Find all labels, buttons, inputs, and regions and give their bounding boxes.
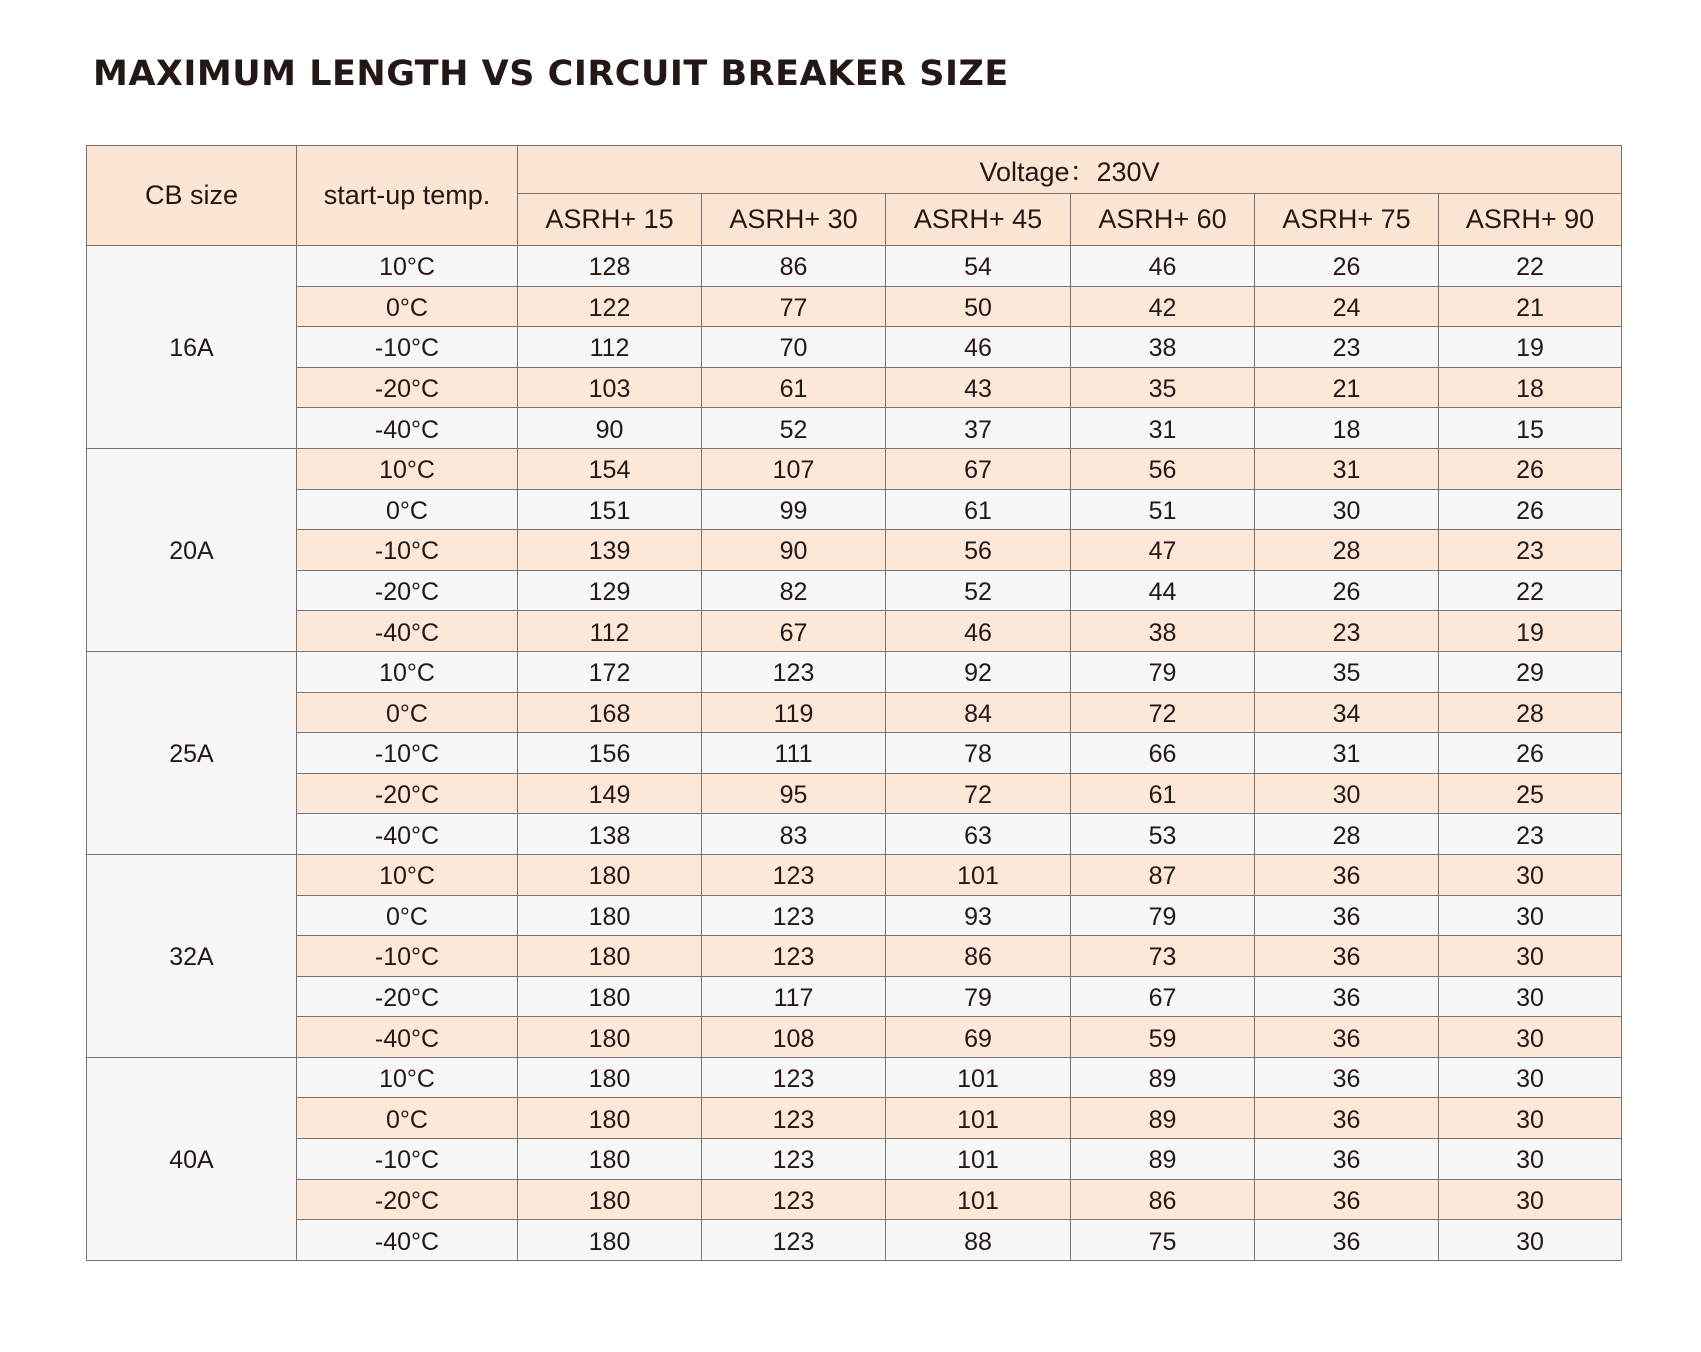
- length-cell: 50: [886, 286, 1071, 327]
- temp-cell: -10°C: [297, 1139, 518, 1180]
- table-row: [87, 733, 1622, 774]
- temp-cell: 0°C: [297, 1098, 518, 1139]
- length-cell: 73: [1071, 936, 1255, 977]
- length-cell: 67: [702, 611, 886, 652]
- temp-cell: 0°C: [297, 286, 518, 327]
- length-cell: 123: [702, 1057, 886, 1098]
- length-cell: 180: [518, 1017, 702, 1058]
- length-cell: 154: [518, 448, 702, 489]
- temp-cell: -40°C: [297, 611, 518, 652]
- length-cell: 101: [886, 1057, 1071, 1098]
- length-cell: 29: [1439, 651, 1622, 692]
- table-row: [87, 976, 1622, 1017]
- length-cell: 123: [702, 1098, 886, 1139]
- table-row: [87, 327, 1622, 368]
- table-row: [87, 246, 1622, 287]
- length-cell: 30: [1439, 1017, 1622, 1058]
- cb-size-cell: 40A: [87, 1057, 297, 1260]
- length-cell: 28: [1439, 692, 1622, 733]
- temp-cell: -10°C: [297, 327, 518, 368]
- length-cell: 56: [1071, 448, 1255, 489]
- length-cell: 75: [1071, 1220, 1255, 1261]
- length-table: [86, 145, 1622, 1261]
- temp-cell: -40°C: [297, 1220, 518, 1261]
- length-cell: 180: [518, 1098, 702, 1139]
- table-row: [87, 651, 1622, 692]
- length-cell: 61: [886, 489, 1071, 530]
- length-cell: 88: [886, 1220, 1071, 1261]
- length-cell: 123: [702, 854, 886, 895]
- length-cell: 30: [1439, 854, 1622, 895]
- length-cell: 139: [518, 530, 702, 571]
- length-cell: 123: [702, 1139, 886, 1180]
- table-header: [87, 146, 1622, 246]
- temp-cell: -20°C: [297, 570, 518, 611]
- length-cell: 84: [886, 692, 1071, 733]
- length-cell: 90: [702, 530, 886, 571]
- length-cell: 95: [702, 773, 886, 814]
- length-cell: 123: [702, 1179, 886, 1220]
- table-row: [87, 1057, 1622, 1098]
- length-cell: 36: [1255, 1098, 1439, 1139]
- length-cell: 30: [1439, 1220, 1622, 1261]
- length-cell: 66: [1071, 733, 1255, 774]
- length-cell: 67: [1071, 976, 1255, 1017]
- length-cell: 180: [518, 1057, 702, 1098]
- table-row: [87, 1179, 1622, 1220]
- length-cell: 107: [702, 448, 886, 489]
- length-cell: 26: [1439, 733, 1622, 774]
- length-cell: 101: [886, 1139, 1071, 1180]
- temp-cell: -20°C: [297, 773, 518, 814]
- length-cell: 70: [702, 327, 886, 368]
- length-cell: 28: [1255, 530, 1439, 571]
- length-cell: 46: [886, 611, 1071, 652]
- table-row: [87, 814, 1622, 855]
- temp-cell: -20°C: [297, 976, 518, 1017]
- length-cell: 36: [1255, 1179, 1439, 1220]
- table-row: [87, 408, 1622, 449]
- temp-cell: -40°C: [297, 1017, 518, 1058]
- length-cell: 83: [702, 814, 886, 855]
- length-cell: 93: [886, 895, 1071, 936]
- length-cell: 54: [886, 246, 1071, 287]
- length-cell: 47: [1071, 530, 1255, 571]
- length-cell: 26: [1255, 570, 1439, 611]
- length-cell: 36: [1255, 895, 1439, 936]
- length-cell: 89: [1071, 1098, 1255, 1139]
- length-cell: 36: [1255, 976, 1439, 1017]
- length-cell: 30: [1439, 1139, 1622, 1180]
- length-cell: 86: [1071, 1179, 1255, 1220]
- length-cell: 23: [1255, 611, 1439, 652]
- length-cell: 30: [1439, 895, 1622, 936]
- length-cell: 36: [1255, 854, 1439, 895]
- length-cell: 86: [886, 936, 1071, 977]
- length-cell: 36: [1255, 1017, 1439, 1058]
- table-row: [87, 854, 1622, 895]
- length-cell: 23: [1255, 327, 1439, 368]
- temp-cell: 10°C: [297, 1057, 518, 1098]
- length-cell: 36: [1255, 1139, 1439, 1180]
- length-cell: 180: [518, 895, 702, 936]
- length-cell: 56: [886, 530, 1071, 571]
- length-cell: 38: [1071, 611, 1255, 652]
- temp-cell: 10°C: [297, 854, 518, 895]
- length-cell: 26: [1255, 246, 1439, 287]
- length-cell: 37: [886, 408, 1071, 449]
- length-cell: 19: [1439, 327, 1622, 368]
- length-cell: 25: [1439, 773, 1622, 814]
- length-cell: 101: [886, 854, 1071, 895]
- length-cell: 30: [1255, 773, 1439, 814]
- length-cell: 43: [886, 367, 1071, 408]
- temp-cell: 0°C: [297, 895, 518, 936]
- length-cell: 180: [518, 976, 702, 1017]
- length-cell: 149: [518, 773, 702, 814]
- temp-cell: -10°C: [297, 733, 518, 774]
- cb-size-cell: 25A: [87, 651, 297, 854]
- length-cell: 52: [702, 408, 886, 449]
- table-row: [87, 530, 1622, 571]
- length-cell: 61: [1071, 773, 1255, 814]
- length-cell: 92: [886, 651, 1071, 692]
- length-cell: 89: [1071, 1057, 1255, 1098]
- length-cell: 108: [702, 1017, 886, 1058]
- length-cell: 86: [702, 246, 886, 287]
- model-header: ASRH+ 75: [1255, 194, 1439, 246]
- length-cell: 123: [702, 1220, 886, 1261]
- length-cell: 26: [1439, 489, 1622, 530]
- length-cell: 103: [518, 367, 702, 408]
- cb-size-cell: 16A: [87, 246, 297, 449]
- length-cell: 52: [886, 570, 1071, 611]
- table-row: [87, 1220, 1622, 1261]
- table-row: [87, 773, 1622, 814]
- table-row: [87, 936, 1622, 977]
- length-cell: 31: [1255, 733, 1439, 774]
- length-cell: 112: [518, 327, 702, 368]
- length-cell: 128: [518, 246, 702, 287]
- length-cell: 51: [1071, 489, 1255, 530]
- length-cell: 172: [518, 651, 702, 692]
- length-cell: 151: [518, 489, 702, 530]
- model-header: ASRH+ 60: [1071, 194, 1255, 246]
- length-cell: 30: [1255, 489, 1439, 530]
- length-cell: 123: [702, 895, 886, 936]
- temp-cell: -40°C: [297, 814, 518, 855]
- temp-cell: -10°C: [297, 530, 518, 571]
- length-cell: 67: [886, 448, 1071, 489]
- length-cell: 30: [1439, 1057, 1622, 1098]
- length-cell: 36: [1255, 1057, 1439, 1098]
- length-cell: 35: [1071, 367, 1255, 408]
- length-cell: 79: [886, 976, 1071, 1017]
- length-cell: 19: [1439, 611, 1622, 652]
- length-cell: 53: [1071, 814, 1255, 855]
- length-cell: 180: [518, 1220, 702, 1261]
- temp-cell: 10°C: [297, 246, 518, 287]
- cb-size-header: CB size: [87, 146, 297, 246]
- voltage-header: Voltage：230V: [518, 146, 1622, 194]
- table-row: [87, 286, 1622, 327]
- length-cell: 122: [518, 286, 702, 327]
- length-cell: 36: [1255, 936, 1439, 977]
- table-row: [87, 611, 1622, 652]
- length-cell: 26: [1439, 448, 1622, 489]
- table-row: [87, 1017, 1622, 1058]
- table-row: [87, 1098, 1622, 1139]
- model-header: ASRH+ 15: [518, 194, 702, 246]
- temp-cell: 10°C: [297, 448, 518, 489]
- length-cell: 35: [1255, 651, 1439, 692]
- table-body: [87, 246, 1622, 1261]
- length-cell: 46: [1071, 246, 1255, 287]
- length-cell: 180: [518, 1139, 702, 1180]
- length-cell: 99: [702, 489, 886, 530]
- length-cell: 21: [1439, 286, 1622, 327]
- length-cell: 77: [702, 286, 886, 327]
- length-cell: 30: [1439, 936, 1622, 977]
- length-cell: 61: [702, 367, 886, 408]
- temp-cell: 10°C: [297, 651, 518, 692]
- length-cell: 30: [1439, 1098, 1622, 1139]
- length-cell: 82: [702, 570, 886, 611]
- temp-cell: 0°C: [297, 489, 518, 530]
- length-cell: 79: [1071, 651, 1255, 692]
- length-cell: 28: [1255, 814, 1439, 855]
- page-title: MAXIMUM LENGTH VS CIRCUIT BREAKER SIZE: [93, 54, 1009, 94]
- temp-cell: -20°C: [297, 1179, 518, 1220]
- length-cell: 112: [518, 611, 702, 652]
- length-cell: 168: [518, 692, 702, 733]
- model-header: ASRH+ 90: [1439, 194, 1622, 246]
- length-cell: 30: [1439, 1179, 1622, 1220]
- length-cell: 72: [1071, 692, 1255, 733]
- length-cell: 31: [1255, 448, 1439, 489]
- model-header: ASRH+ 30: [702, 194, 886, 246]
- model-header: ASRH+ 45: [886, 194, 1071, 246]
- length-cell: 59: [1071, 1017, 1255, 1058]
- temp-cell: -10°C: [297, 936, 518, 977]
- cb-size-cell: 20A: [87, 448, 297, 651]
- length-cell: 44: [1071, 570, 1255, 611]
- length-cell: 117: [702, 976, 886, 1017]
- length-cell: 69: [886, 1017, 1071, 1058]
- length-cell: 63: [886, 814, 1071, 855]
- length-cell: 119: [702, 692, 886, 733]
- length-cell: 23: [1439, 814, 1622, 855]
- length-cell: 22: [1439, 570, 1622, 611]
- length-cell: 89: [1071, 1139, 1255, 1180]
- length-cell: 21: [1255, 367, 1439, 408]
- length-cell: 46: [886, 327, 1071, 368]
- length-cell: 18: [1255, 408, 1439, 449]
- length-cell: 180: [518, 854, 702, 895]
- length-cell: 90: [518, 408, 702, 449]
- length-cell: 31: [1071, 408, 1255, 449]
- length-cell: 138: [518, 814, 702, 855]
- length-cell: 79: [1071, 895, 1255, 936]
- length-cell: 34: [1255, 692, 1439, 733]
- length-cell: 72: [886, 773, 1071, 814]
- table-row: [87, 1139, 1622, 1180]
- length-cell: 30: [1439, 976, 1622, 1017]
- length-cell: 42: [1071, 286, 1255, 327]
- temp-cell: -20°C: [297, 367, 518, 408]
- length-cell: 101: [886, 1098, 1071, 1139]
- length-cell: 23: [1439, 530, 1622, 571]
- length-cell: 36: [1255, 1220, 1439, 1261]
- length-cell: 123: [702, 936, 886, 977]
- table-row: [87, 692, 1622, 733]
- length-cell: 15: [1439, 408, 1622, 449]
- table-row: [87, 489, 1622, 530]
- temp-cell: -40°C: [297, 408, 518, 449]
- length-cell: 18: [1439, 367, 1622, 408]
- length-cell: 24: [1255, 286, 1439, 327]
- temp-cell: 0°C: [297, 692, 518, 733]
- table-row: [87, 448, 1622, 489]
- length-cell: 123: [702, 651, 886, 692]
- length-cell: 180: [518, 936, 702, 977]
- cb-size-cell: 32A: [87, 854, 297, 1057]
- length-cell: 101: [886, 1179, 1071, 1220]
- startup-temp-header: start-up temp.: [297, 146, 518, 246]
- length-cell: 156: [518, 733, 702, 774]
- length-cell: 22: [1439, 246, 1622, 287]
- length-cell: 87: [1071, 854, 1255, 895]
- length-cell: 129: [518, 570, 702, 611]
- length-cell: 180: [518, 1179, 702, 1220]
- length-cell: 111: [702, 733, 886, 774]
- table-row: [87, 895, 1622, 936]
- table-row: [87, 367, 1622, 408]
- length-cell: 78: [886, 733, 1071, 774]
- table-row: [87, 570, 1622, 611]
- length-cell: 38: [1071, 327, 1255, 368]
